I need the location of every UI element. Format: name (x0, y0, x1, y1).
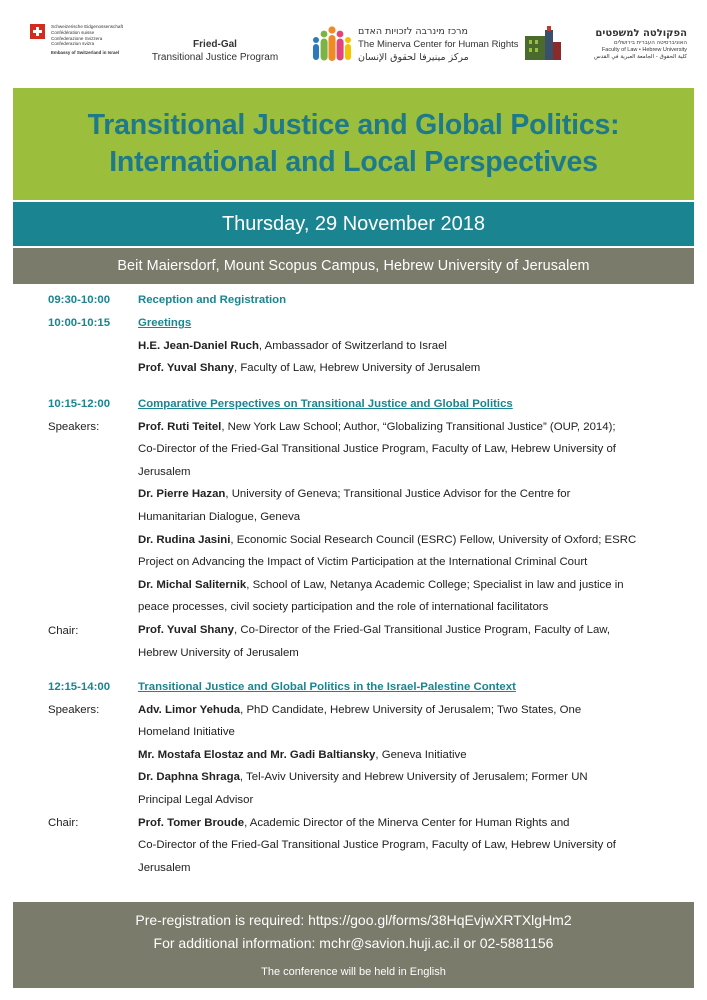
chair-name: Prof. Yuval Shany (138, 623, 235, 636)
minerva-logo (310, 22, 519, 66)
minerva-arabic: مركز مينيرفا لحقوق الإنسان (358, 51, 469, 63)
session-title: Transitional Justice and Global Politics in the Israel-Palestine Context (138, 681, 516, 693)
chair-label: Chair: (48, 817, 79, 829)
speaker-entry: H.E. Jean-Daniel Ruch, Ambassador of Switzerland to Israel (138, 339, 447, 352)
footer (13, 902, 694, 988)
chair-entry: Prof. Tomer Broude, Academic Director of the Minerva Center for Human Rights and Co-Director of the Fried-Gal Transitional Justice Program, Faculty of Law, Hebrew University of Jerusalem (138, 816, 616, 874)
friedgal-logo (150, 38, 280, 64)
session-title: Greetings (138, 317, 192, 329)
session-time: 12:15-14:00 (48, 681, 111, 693)
contact-info[interactable]: For additional information: mchr@savion.huji.ac.il or 02-5881156 (153, 935, 554, 951)
speaker-entry: Prof. Yuval Shany, Faculty of Law, Hebrew University of Jerusalem (138, 362, 481, 375)
chair-name: Prof. Tomer Broude (138, 816, 245, 829)
session-title: Reception and Registration (138, 294, 287, 306)
speaker-name: Dr. Michal Saliternik (138, 578, 247, 591)
law-hebrew: הפקולטה למשפטים (595, 27, 687, 39)
speaker-name: Adv. Limor Yehuda (138, 703, 241, 716)
session-time: 09:30-10:00 (48, 294, 111, 306)
swiss-line: Confederazione Svizzera (51, 35, 103, 41)
event-venue: Beit Maiersdorf, Mount Scopus Campus, Hebrew University of Jerusalem (117, 258, 590, 274)
swiss-embassy-logo (30, 24, 123, 56)
title-line-2: International and Local Perspectives (109, 146, 598, 178)
speaker-name: Prof. Yuval Shany (138, 362, 235, 375)
speaker-entry: Dr. Daphna Shraga, Tel-Aviv University and Hebrew University of Jerusalem; Former UN Principal Legal Advisor (138, 771, 588, 806)
date-band (13, 202, 694, 246)
minerva-english: The Minerva Center for Human Rights (358, 38, 519, 50)
page-title (88, 107, 620, 181)
speaker-name: H.E. Jean-Daniel Ruch (138, 339, 259, 352)
session-time: 10:15-12:00 (48, 398, 111, 410)
campus-building-icon (523, 26, 563, 62)
speaker-entry: Mr. Mostafa Elostaz and Mr. Gadi Baltiansky, Geneva Initiative (138, 748, 467, 761)
speaker-entry: Dr. Pierre Hazan, University of Geneva; Transitional Justice Advisor for the Centre for Humanitarian Dialogue, Geneva (138, 488, 571, 523)
chair-label: Chair: (48, 625, 79, 637)
swiss-flag-icon (30, 24, 45, 39)
swiss-embassy-name: Embassy of Switzerland in Israel (51, 50, 120, 56)
friedgal-program: Transitional Justice Program (151, 52, 279, 63)
speaker-name: Mr. Mostafa Elostaz and Mr. Gadi Baltiansky (138, 748, 376, 761)
law-arabic: كلية الحقوق - الجامعة العبرية في القدس (594, 53, 687, 60)
speaker-name: Prof. Ruti Teitel (138, 420, 222, 433)
swiss-line: Schweizerische Eidgenossenschaft (51, 24, 124, 29)
speaker-name: Dr. Daphna Shraga (138, 771, 240, 784)
law-hebrew-sub: האוניברסיטה העברית בירושלים (613, 39, 687, 46)
speakers-label: Speakers: (48, 704, 100, 716)
speakers-label: Speakers: (48, 421, 100, 433)
swiss-line: Confédération suisse (51, 29, 95, 35)
chair-entry: Prof. Yuval Shany, Co-Director of the Fried-Gal Transitional Justice Program, Faculty of Law, Hebrew University of Jerusalem (138, 623, 611, 659)
session-title: Comparative Perspectives on Transitional Justice and Global Politics (138, 398, 513, 410)
law-english: Faculty of Law • Hebrew University (601, 46, 687, 53)
friedgal-name: Fried-Gal (193, 39, 237, 50)
speaker-entry: Adv. Limor Yehuda, PhD Candidate, Hebrew University of Jerusalem; Two States, One Homeland Initiative (138, 703, 582, 739)
speaker-name: Dr. Pierre Hazan (138, 488, 226, 501)
header (0, 0, 707, 88)
session-time: 10:00-10:15 (48, 317, 111, 329)
minerva-people-icon (310, 22, 354, 66)
swiss-line: Confederaziun svizra (51, 41, 95, 47)
minerva-hebrew: מרכז מינרבה לזכויות האדם (358, 25, 468, 37)
speaker-entry: Dr. Rudina Jasini, Economic Social Research Council (ESRC) Fellow, University of Oxford; ESRC Project on Advancing the Impact of Victim Participation at the International Criminal Court (138, 533, 637, 569)
law-faculty-logo (523, 26, 687, 62)
registration-link[interactable]: Pre-registration is required: https://goo.gl/forms/38HqEvjwXRTXlgHm2 (135, 912, 572, 928)
title-band (13, 88, 694, 200)
event-date: Thursday, 29 November 2018 (221, 212, 486, 235)
language-note: The conference will be held in English (261, 966, 446, 978)
title-line-1: Transitional Justice and Global Politics: (87, 109, 620, 141)
speaker-name: Dr. Rudina Jasini (138, 533, 231, 546)
venue-band (13, 248, 694, 284)
speaker-entry: Dr. Michal Saliternik, School of Law, Netanya Academic College; Specialist in law and justice in peace processes, civil society participation and the role of international facilitators (138, 578, 624, 614)
speaker-entry: Prof. Ruti Teitel, New York Law School; Author, “Globalizing Transitional Justice” (OUP, 2014); Co-Director of the Fried-Gal Transitional Justice Program, Faculty of Law, Hebrew University of Jerusalem (138, 420, 616, 478)
